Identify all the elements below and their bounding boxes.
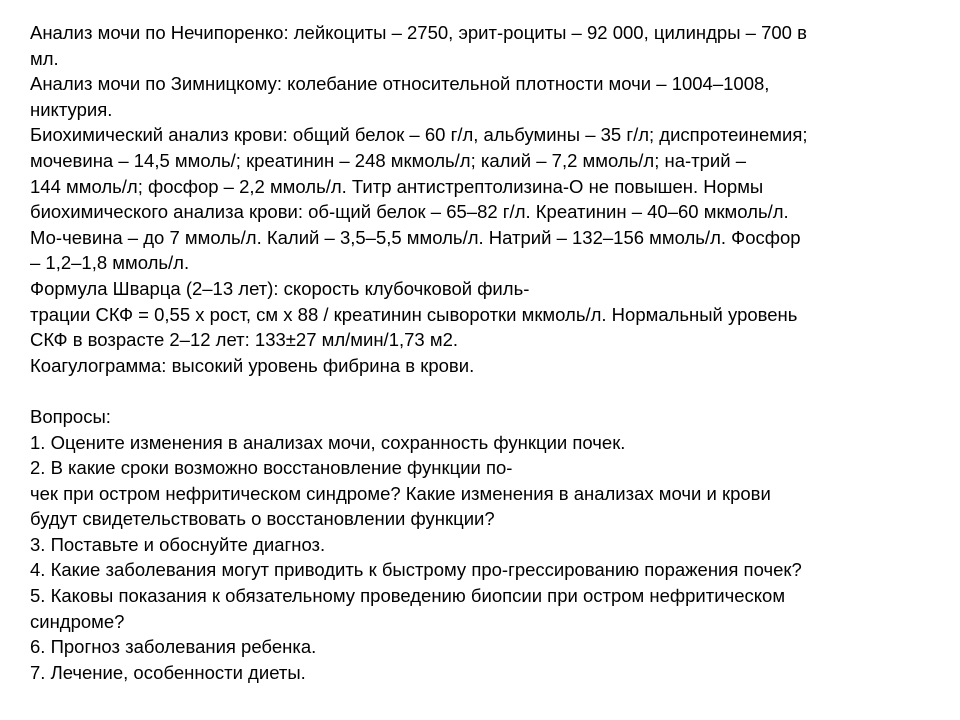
case-line: Анализ мочи по Зимницкому: колебание относительной плотности мочи – 1004–1008, bbox=[30, 73, 770, 95]
case-line: Коагулограмма: высокий уровень фибрина в крови. bbox=[30, 354, 475, 376]
question-line: 1. Оцените изменения в анализах мочи, сохранность функции почек. bbox=[30, 431, 626, 453]
question-line: 2. В какие сроки возможно восстановление функции по- bbox=[30, 457, 513, 479]
paragraph-spacer bbox=[30, 378, 940, 404]
question-line: 7. Лечение, особенности диеты. bbox=[30, 661, 306, 683]
case-line: – 1,2–1,8 ммоль/л. bbox=[30, 252, 190, 274]
question-line: 6. Прогноз заболевания ребенка. bbox=[30, 636, 317, 658]
question-line: чек при остром нефритическом синдроме? Какие изменения в анализах мочи и крови bbox=[30, 482, 771, 504]
case-line: Мо-чевина – до 7 ммоль/л. Калий – 3,5–5,5 ммоль/л. Натрий – 132–156 ммоль/л. Фосфор bbox=[30, 226, 801, 248]
case-line: никтурия. bbox=[30, 98, 113, 120]
case-line: трации СКФ = 0,55 х рост, см х 88 / креатинин сыворотки мкмоль/л. Нормальный уровень bbox=[30, 303, 798, 325]
case-line: Анализ мочи по Нечипоренко: лейкоциты – 2750, эрит-роциты – 92 000, цилиндры – 700 в bbox=[30, 22, 807, 43]
question-line: 3. Поставьте и обоснуйте диагноз. bbox=[30, 533, 326, 555]
case-line: 144 ммоль/л; фосфор – 2,2 ммоль/л. Титр антистрептолизина-О не повышен. Нормы bbox=[30, 175, 764, 197]
case-line: мочевина – 14,5 ммоль/; креатинин – 248 мкмоль/л; калий – 7,2 ммоль/л; на-трий – bbox=[30, 149, 747, 171]
questions-section bbox=[30, 404, 940, 686]
question-line: 4. Какие заболевания могут приводить к быстрому про-грессированию поражения почек? bbox=[30, 559, 802, 581]
slide-text bbox=[30, 20, 940, 685]
case-line: Биохимический анализ крови: общий белок – 60 г/л, альбумины – 35 г/л; диспротеинемия; bbox=[30, 124, 808, 146]
question-line: синдроме? bbox=[30, 610, 125, 632]
question-line: 5. Каковы показания к обязательному проведению биопсии при остром нефритическом bbox=[30, 585, 786, 607]
case-line: биохимического анализа крови: об-щий белок – 65–82 г/л. Креатинин – 40–60 мкмоль/л. bbox=[30, 201, 789, 223]
case-line: СКФ в возрасте 2–12 лет: 133±27 мл/мин/1,73 м2. bbox=[30, 329, 458, 351]
question-line: будут свидетельствовать о восстановлении функции? bbox=[30, 508, 495, 530]
case-line: мл. bbox=[30, 47, 59, 69]
questions-heading: Вопросы: bbox=[30, 405, 111, 427]
case-description bbox=[30, 20, 940, 378]
case-line: Формула Шварца (2–13 лет): скорость клубочковой филь- bbox=[30, 277, 530, 299]
